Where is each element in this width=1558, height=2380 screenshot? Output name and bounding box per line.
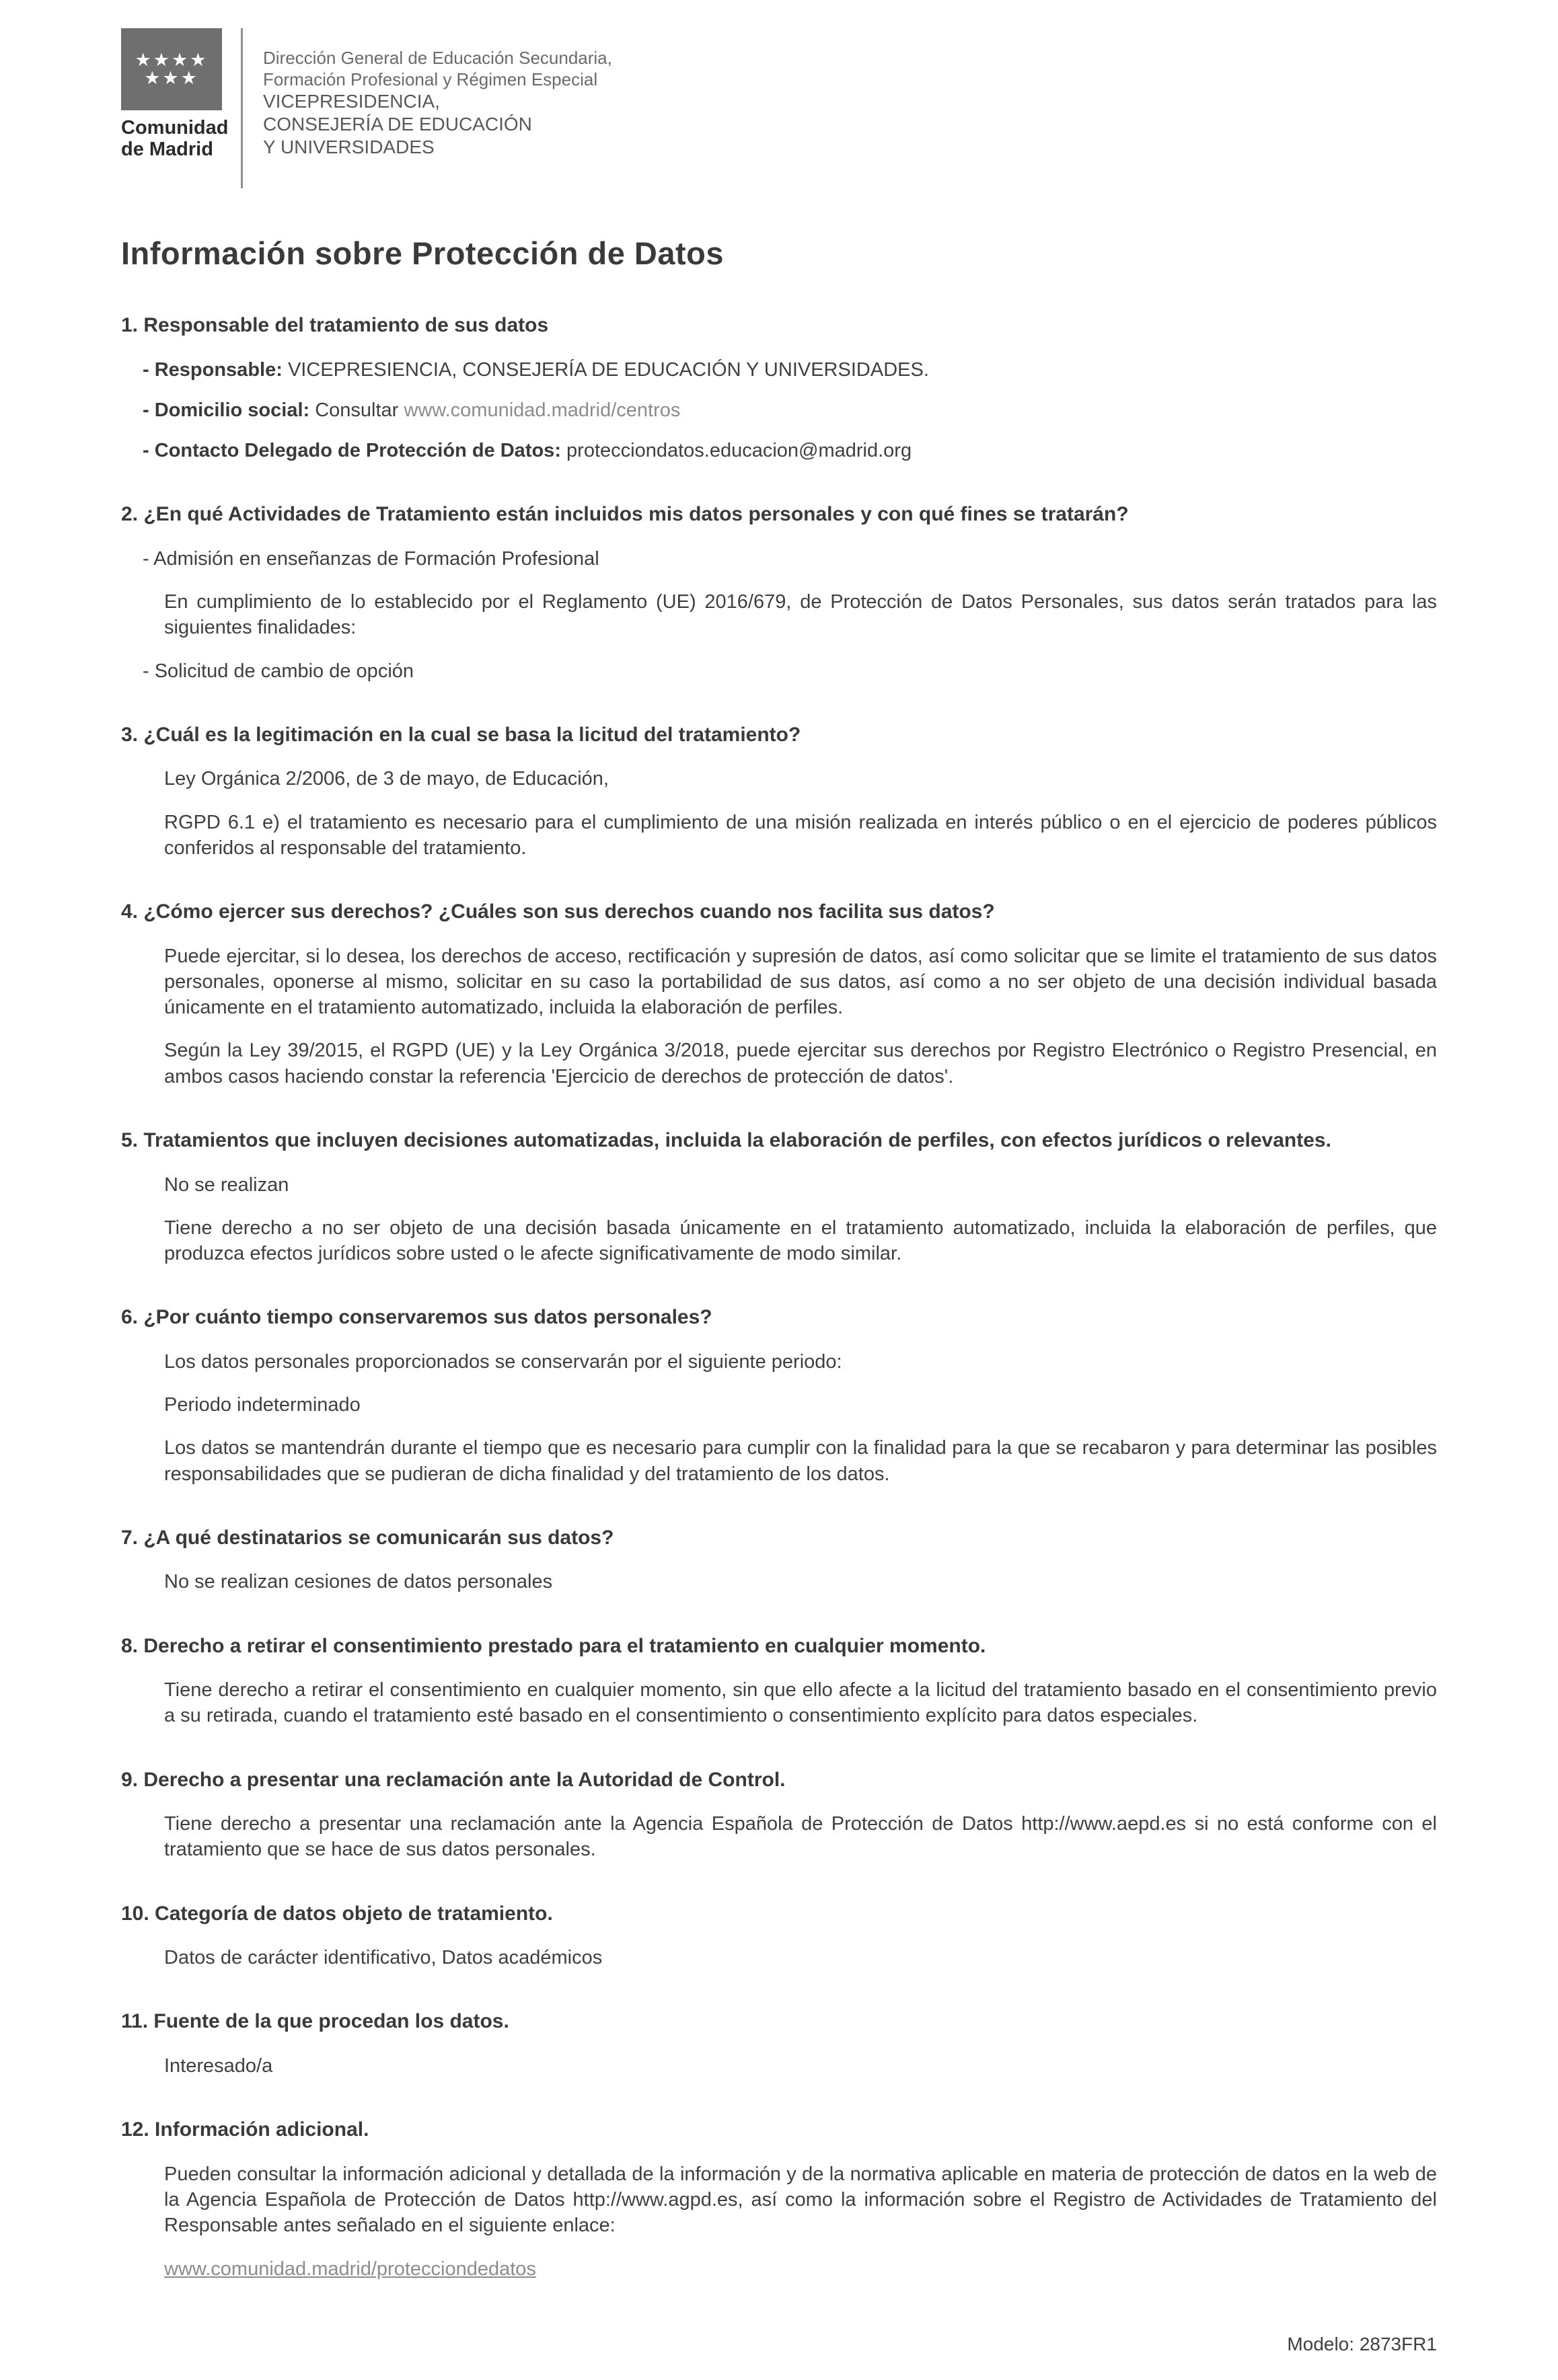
- section-number: 7.: [121, 1526, 144, 1549]
- stars-row-bottom: ★★★: [144, 68, 199, 88]
- section: [121, 722, 1437, 861]
- paragraph: Puede ejercitar, si lo desea, los derechos de acceso, rectificación y supresión de datos, así como solicitar que se limite el tratamiento de sus datos personales, oponerse al mismo, solicitar en su caso la portabilidad de sus datos, así como a no ser objeto de una decisión individual basada únicamente en el tratamiento automatizado, incluida la elaboración de perfiles.: [164, 945, 1437, 1019]
- bullet-item: - Solicitud de cambio de opción: [143, 660, 414, 682]
- section: [121, 2008, 1437, 2079]
- section-heading: [121, 1633, 1437, 1660]
- madrid-flag-icon: [121, 28, 222, 110]
- section-heading: [121, 1127, 1437, 1155]
- section-heading: [121, 898, 1437, 926]
- section-number: 6.: [121, 1306, 144, 1329]
- sections-container: [121, 312, 1437, 2282]
- section: [121, 1525, 1437, 1595]
- section: [121, 1127, 1437, 1266]
- paragraph: En cumplimiento de lo establecido por el Reglamento (UE) 2016/679, de Protección de Datos Personales, sus datos serán tratados para las siguientes finalidades:: [164, 591, 1437, 639]
- brand-line-1: Comunidad: [121, 117, 229, 139]
- paragraph: Según la Ley 39/2015, el RGPD (UE) y la Ley Orgánica 3/2018, puede ejercitar sus derechos por Registro Electrónico o Registro Presencial, en ambos casos haciendo constar la referencia 'Ejercicio de derechos de protección de datos'.: [164, 1040, 1437, 1087]
- section-heading-text: Información adicional.: [155, 2118, 369, 2141]
- section-number: 8.: [121, 1634, 144, 1657]
- section-heading: [121, 1525, 1437, 1552]
- section-number: 4.: [121, 900, 144, 923]
- section-number: 1.: [121, 314, 144, 337]
- org-line-1: VICEPRESIDENCIA,: [263, 91, 440, 112]
- paragraph: RGPD 6.1 e) el tratamiento es necesario para el cumplimiento de una misión realizada en interés público o en el ejercicio de poderes públicos conferidos al responsable del tratamiento.: [164, 811, 1437, 859]
- paragraph: Interesado/a: [164, 2055, 273, 2077]
- section-heading-text: Responsable del tratamiento de sus datos: [143, 314, 549, 337]
- section: [121, 1304, 1437, 1487]
- section: [121, 2116, 1437, 2282]
- document-link[interactable]: www.comunidad.madrid/protecciondedatos: [164, 2258, 536, 2280]
- section-heading: [121, 1767, 1437, 1794]
- section-number: 2.: [121, 503, 144, 526]
- section-heading: [121, 501, 1437, 529]
- inline-link[interactable]: www.comunidad.madrid/centros: [404, 399, 681, 421]
- department-line-2: Formación Profesional y Régimen Especial: [263, 69, 598, 89]
- paragraph: Los datos se mantendrán durante el tiempo que es necesario para cumplir con la finalidad para la que se recabaron y para determinar las posibles responsabilidades que se pudieran de dicha finalidad y del tratamiento de los datos.: [164, 1437, 1437, 1485]
- section: [121, 312, 1437, 463]
- paragraph: Tiene derecho a presentar una reclamación ante la Agencia Española de Protección de Datos http://www.aepd.es si no está conforme con el tratamiento que se hace de sus datos personales.: [164, 1813, 1437, 1861]
- link-paragraph: [164, 2256, 1437, 2282]
- document-header: [121, 28, 1437, 188]
- section-heading-text: Categoría de datos objeto de tratamiento.: [155, 1902, 553, 1925]
- section: [121, 1901, 1437, 1971]
- section-heading-text: ¿En qué Actividades de Tratamiento están incluidos mis datos personales y con qué fines se tratarán?: [143, 503, 1129, 526]
- bullet-item: - Domicilio social: Consultar www.comunidad.madrid/centros: [143, 399, 681, 421]
- org-line-3: Y UNIVERSIDADES: [263, 137, 435, 157]
- section-heading-text: ¿Cuál es la legitimación en la cual se basa la licitud del tratamiento?: [143, 723, 801, 746]
- section-heading-text: Tratamientos que incluyen decisiones automatizadas, incluida la elaboración de perfiles, con efectos jurídicos o relevantes.: [143, 1129, 1331, 1152]
- section-heading: [121, 1901, 1437, 1928]
- section: [121, 898, 1437, 1089]
- page-title: Información sobre Protección de Datos: [121, 235, 725, 271]
- section-number: 10.: [121, 1902, 155, 1925]
- bullet-item: - Contacto Delegado de Protección de Datos: protecciondatos.educacion@madrid.org: [143, 440, 912, 462]
- section-number: 3.: [121, 723, 144, 746]
- section: [121, 1767, 1437, 1863]
- paragraph: Tiene derecho a retirar el consentimiento en cualquier momento, sin que ello afecte a la licitud del tratamiento basado en el consentimiento previo a su retirada, cuando el tratamiento esté basado en el consentimiento o consentimiento explícito para datos especiales.: [164, 1679, 1437, 1727]
- bullet-label: - Domicilio social:: [143, 399, 316, 421]
- section-heading-text: Derecho a retirar el consentimiento prestado para el tratamiento en cualquier momento.: [143, 1634, 986, 1657]
- brand-line-2: de Madrid: [121, 139, 213, 160]
- section-number: 9.: [121, 1768, 144, 1791]
- section-heading: [121, 312, 1437, 340]
- header-divider: [241, 28, 243, 188]
- paragraph: Tiene derecho a no ser objeto de una decisión basada únicamente en el tratamiento automatizado, incluida la elaboración de perfiles, que produzca efectos jurídicos sobre usted o le afecte significativamente de modo similar.: [164, 1217, 1437, 1265]
- paragraph: Ley Orgánica 2/2006, de 3 de mayo, de Educación,: [164, 768, 609, 790]
- paragraph: Los datos personales proporcionados se conservarán por el siguiente periodo:: [164, 1350, 842, 1373]
- bullet-item: - Responsable: VICEPRESIENCIA, CONSEJERÍA DE EDUCACIÓN Y UNIVERSIDADES.: [143, 358, 929, 381]
- paragraph: Pueden consultar la información adicional y detallada de la información y de la normativa aplicable en materia de protección de datos en la web de la Agencia Española de Protección de Datos http://www.agpd.es, así como la información sobre el Registro de Actividades de Tratamiento del Responsable antes señalado en el siguiente enlace:: [164, 2163, 1437, 2237]
- section-heading: [121, 2008, 1437, 2036]
- section-heading-text: Derecho a presentar una reclamación ante la Autoridad de Control.: [143, 1768, 786, 1791]
- comunidad-madrid-logo: [121, 28, 229, 160]
- section-number: 5.: [121, 1129, 144, 1152]
- department-line-1: Dirección General de Educación Secundaria,: [263, 48, 612, 68]
- section: [121, 501, 1437, 684]
- stars-row-top: ★★★★: [135, 50, 209, 70]
- bullet-item: - Admisión en enseñanzas de Formación Profesional: [143, 547, 599, 570]
- section-heading-text: ¿Por cuánto tiempo conservaremos sus datos personales?: [143, 1306, 712, 1329]
- paragraph: No se realizan cesiones de datos personales: [164, 1571, 553, 1593]
- section: [121, 1633, 1437, 1729]
- section-heading-text: Fuente de la que procedan los datos.: [153, 2010, 509, 2033]
- org-line-2: CONSEJERÍA DE EDUCACIÓN: [263, 114, 532, 135]
- bullet-label: - Responsable:: [143, 358, 288, 381]
- section-heading-text: ¿Cómo ejercer sus derechos? ¿Cuáles son sus derechos cuando nos facilita sus datos?: [143, 900, 995, 923]
- section-heading-text: ¿A qué destinatarios se comunicarán sus datos?: [143, 1526, 614, 1549]
- section-heading: [121, 2116, 1437, 2144]
- section-heading: [121, 1304, 1437, 1332]
- section-heading: [121, 722, 1437, 749]
- organization-block: [263, 28, 612, 159]
- brand-name: [121, 117, 229, 160]
- paragraph: Periodo indeterminado: [164, 1394, 361, 1416]
- bullet-label: - Contacto Delegado de Protección de Datos:: [143, 440, 567, 462]
- model-label: Modelo: 2873FR1: [1287, 2333, 1437, 2354]
- paragraph: Datos de carácter identificativo, Datos académicos: [164, 1947, 603, 1969]
- section-number: 11.: [121, 2010, 154, 2033]
- section-number: 12.: [121, 2118, 155, 2141]
- paragraph: No se realizan: [164, 1174, 289, 1196]
